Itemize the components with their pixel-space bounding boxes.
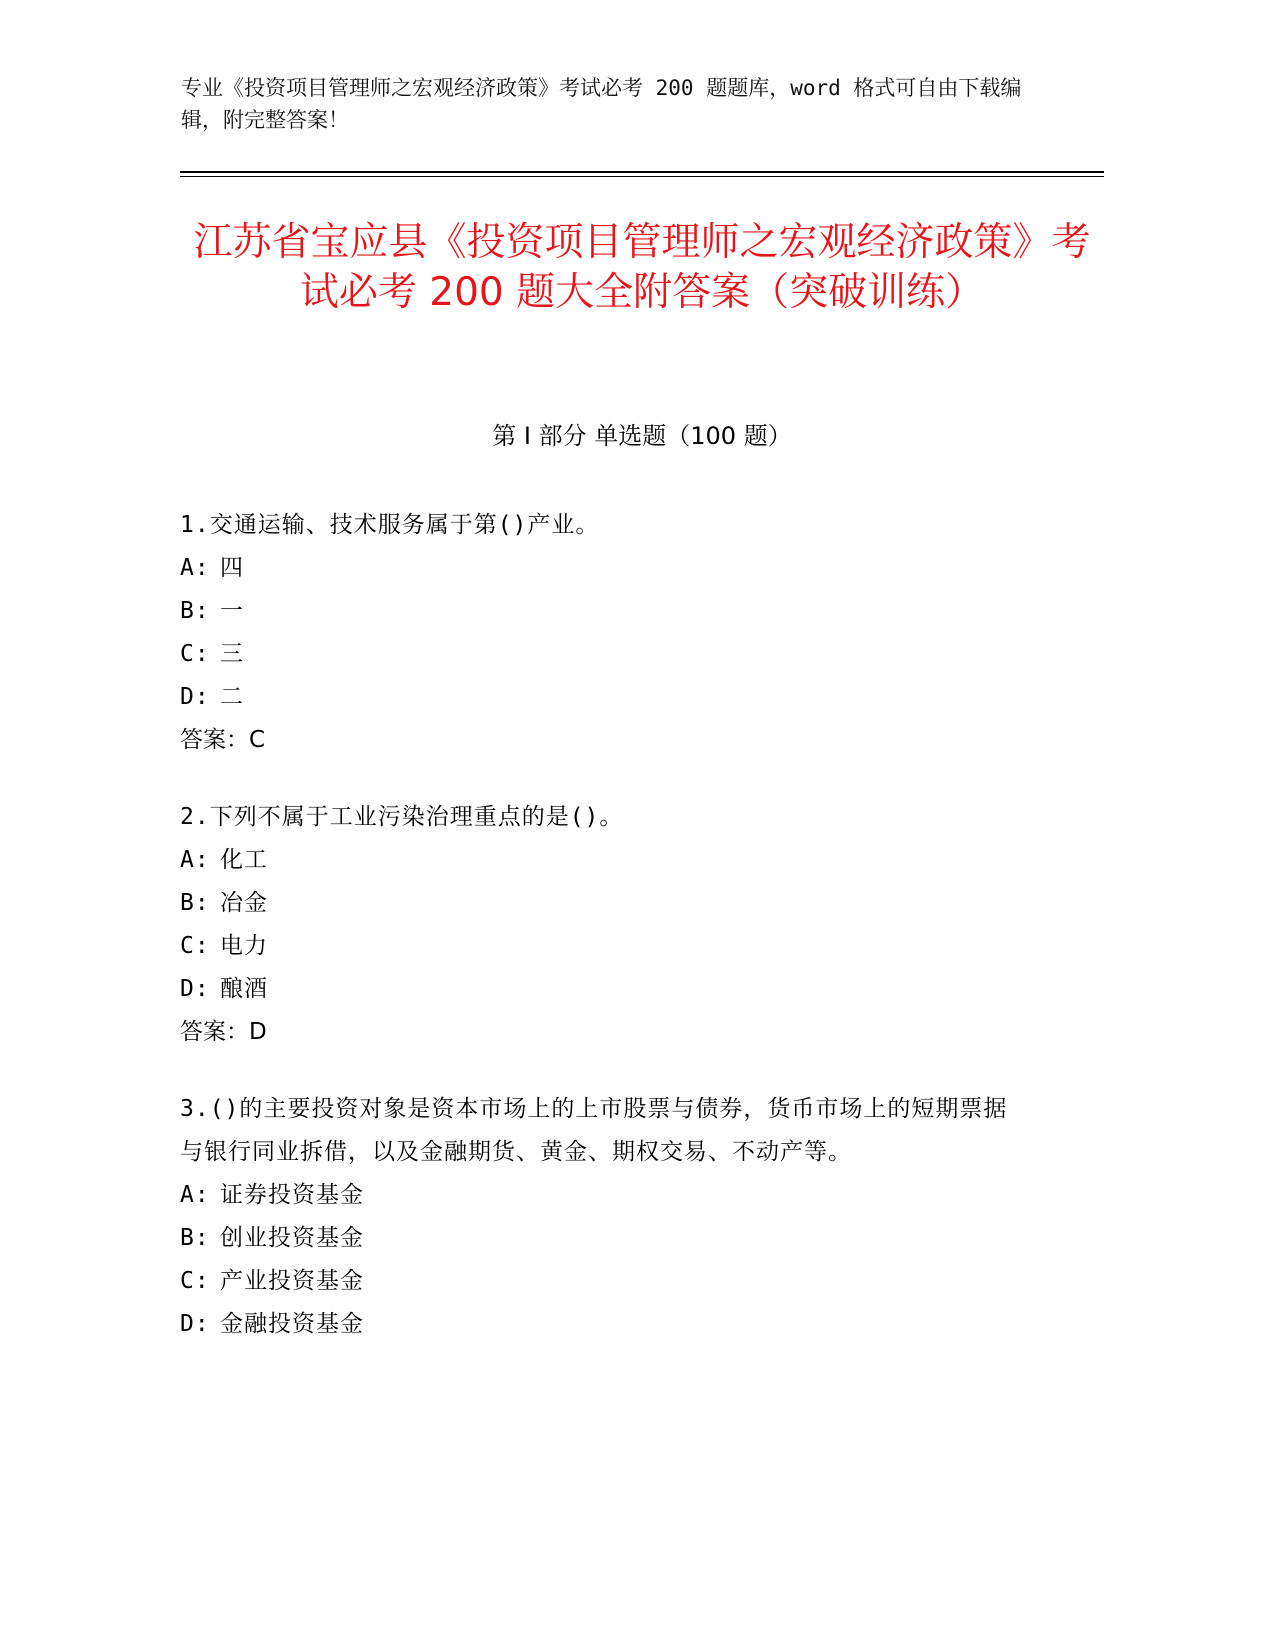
- option-text: 冶金: [220, 890, 268, 916]
- option-d: [180, 1303, 1020, 1346]
- option-key: A:: [180, 847, 210, 873]
- option-key: B:: [180, 1225, 210, 1251]
- section-title: 第 I 部分 单选题（100 题）: [492, 422, 792, 450]
- question-list: [180, 504, 1020, 1380]
- header-rule-thin: [180, 176, 1104, 177]
- option-a: [180, 839, 1020, 882]
- option-text: 证券投资基金: [220, 1182, 364, 1208]
- option-c: [180, 925, 1020, 968]
- option-key: C:: [180, 933, 210, 959]
- option-text: 创业投资基金: [220, 1225, 364, 1251]
- option-a: [180, 1174, 1020, 1217]
- option-text: 四: [220, 555, 244, 581]
- option-key: B:: [180, 890, 210, 916]
- option-c: [180, 633, 1020, 676]
- question-answer: 答案：C: [180, 727, 266, 753]
- option-key: D:: [180, 1311, 210, 1337]
- option-b: [180, 1217, 1020, 1260]
- header-note: 专业《投资项目管理师之宏观经济政策》考试必考 200 题题库，word 格式可自由下载编辑，附完整答案！: [181, 76, 1022, 132]
- option-key: A:: [180, 1182, 210, 1208]
- option-text: 电力: [220, 933, 268, 959]
- option-d: [180, 676, 1020, 719]
- question-answer: 答案：D: [180, 1019, 267, 1045]
- option-d: [180, 968, 1020, 1011]
- option-key: C:: [180, 641, 210, 667]
- option-a: [180, 547, 1020, 590]
- option-text: 三: [220, 641, 244, 667]
- option-c: [180, 1260, 1020, 1303]
- option-text: 酿酒: [220, 976, 268, 1002]
- option-text: 产业投资基金: [220, 1268, 364, 1294]
- option-text: 金融投资基金: [220, 1311, 364, 1337]
- header-rule-thick: [180, 171, 1104, 173]
- option-text: 一: [220, 598, 244, 624]
- question-1: [180, 504, 1020, 762]
- option-key: A:: [180, 555, 210, 581]
- question-stem: 1.交通运输、技术服务属于第()产业。: [180, 512, 600, 538]
- option-key: D:: [180, 976, 210, 1002]
- option-text: 二: [220, 684, 244, 710]
- option-b: [180, 590, 1020, 633]
- option-key: B:: [180, 598, 210, 624]
- option-key: D:: [180, 684, 210, 710]
- option-key: C:: [180, 1268, 210, 1294]
- option-text: 化工: [220, 847, 268, 873]
- question-stem: 3.()的主要投资对象是资本市场上的上市股票与债券，货币市场上的短期票据与银行同业拆借，以及金融期货、黄金、期权交易、不动产等。: [180, 1096, 1008, 1165]
- question-2: [180, 796, 1020, 1054]
- question-3: [180, 1088, 1020, 1346]
- question-stem: 2.下列不属于工业污染治理重点的是()。: [180, 804, 624, 830]
- document-title: 江苏省宝应县《投资项目管理师之宏观经济政策》考试必考 200 题大全附答案（突破训练）: [193, 220, 1091, 315]
- option-b: [180, 882, 1020, 925]
